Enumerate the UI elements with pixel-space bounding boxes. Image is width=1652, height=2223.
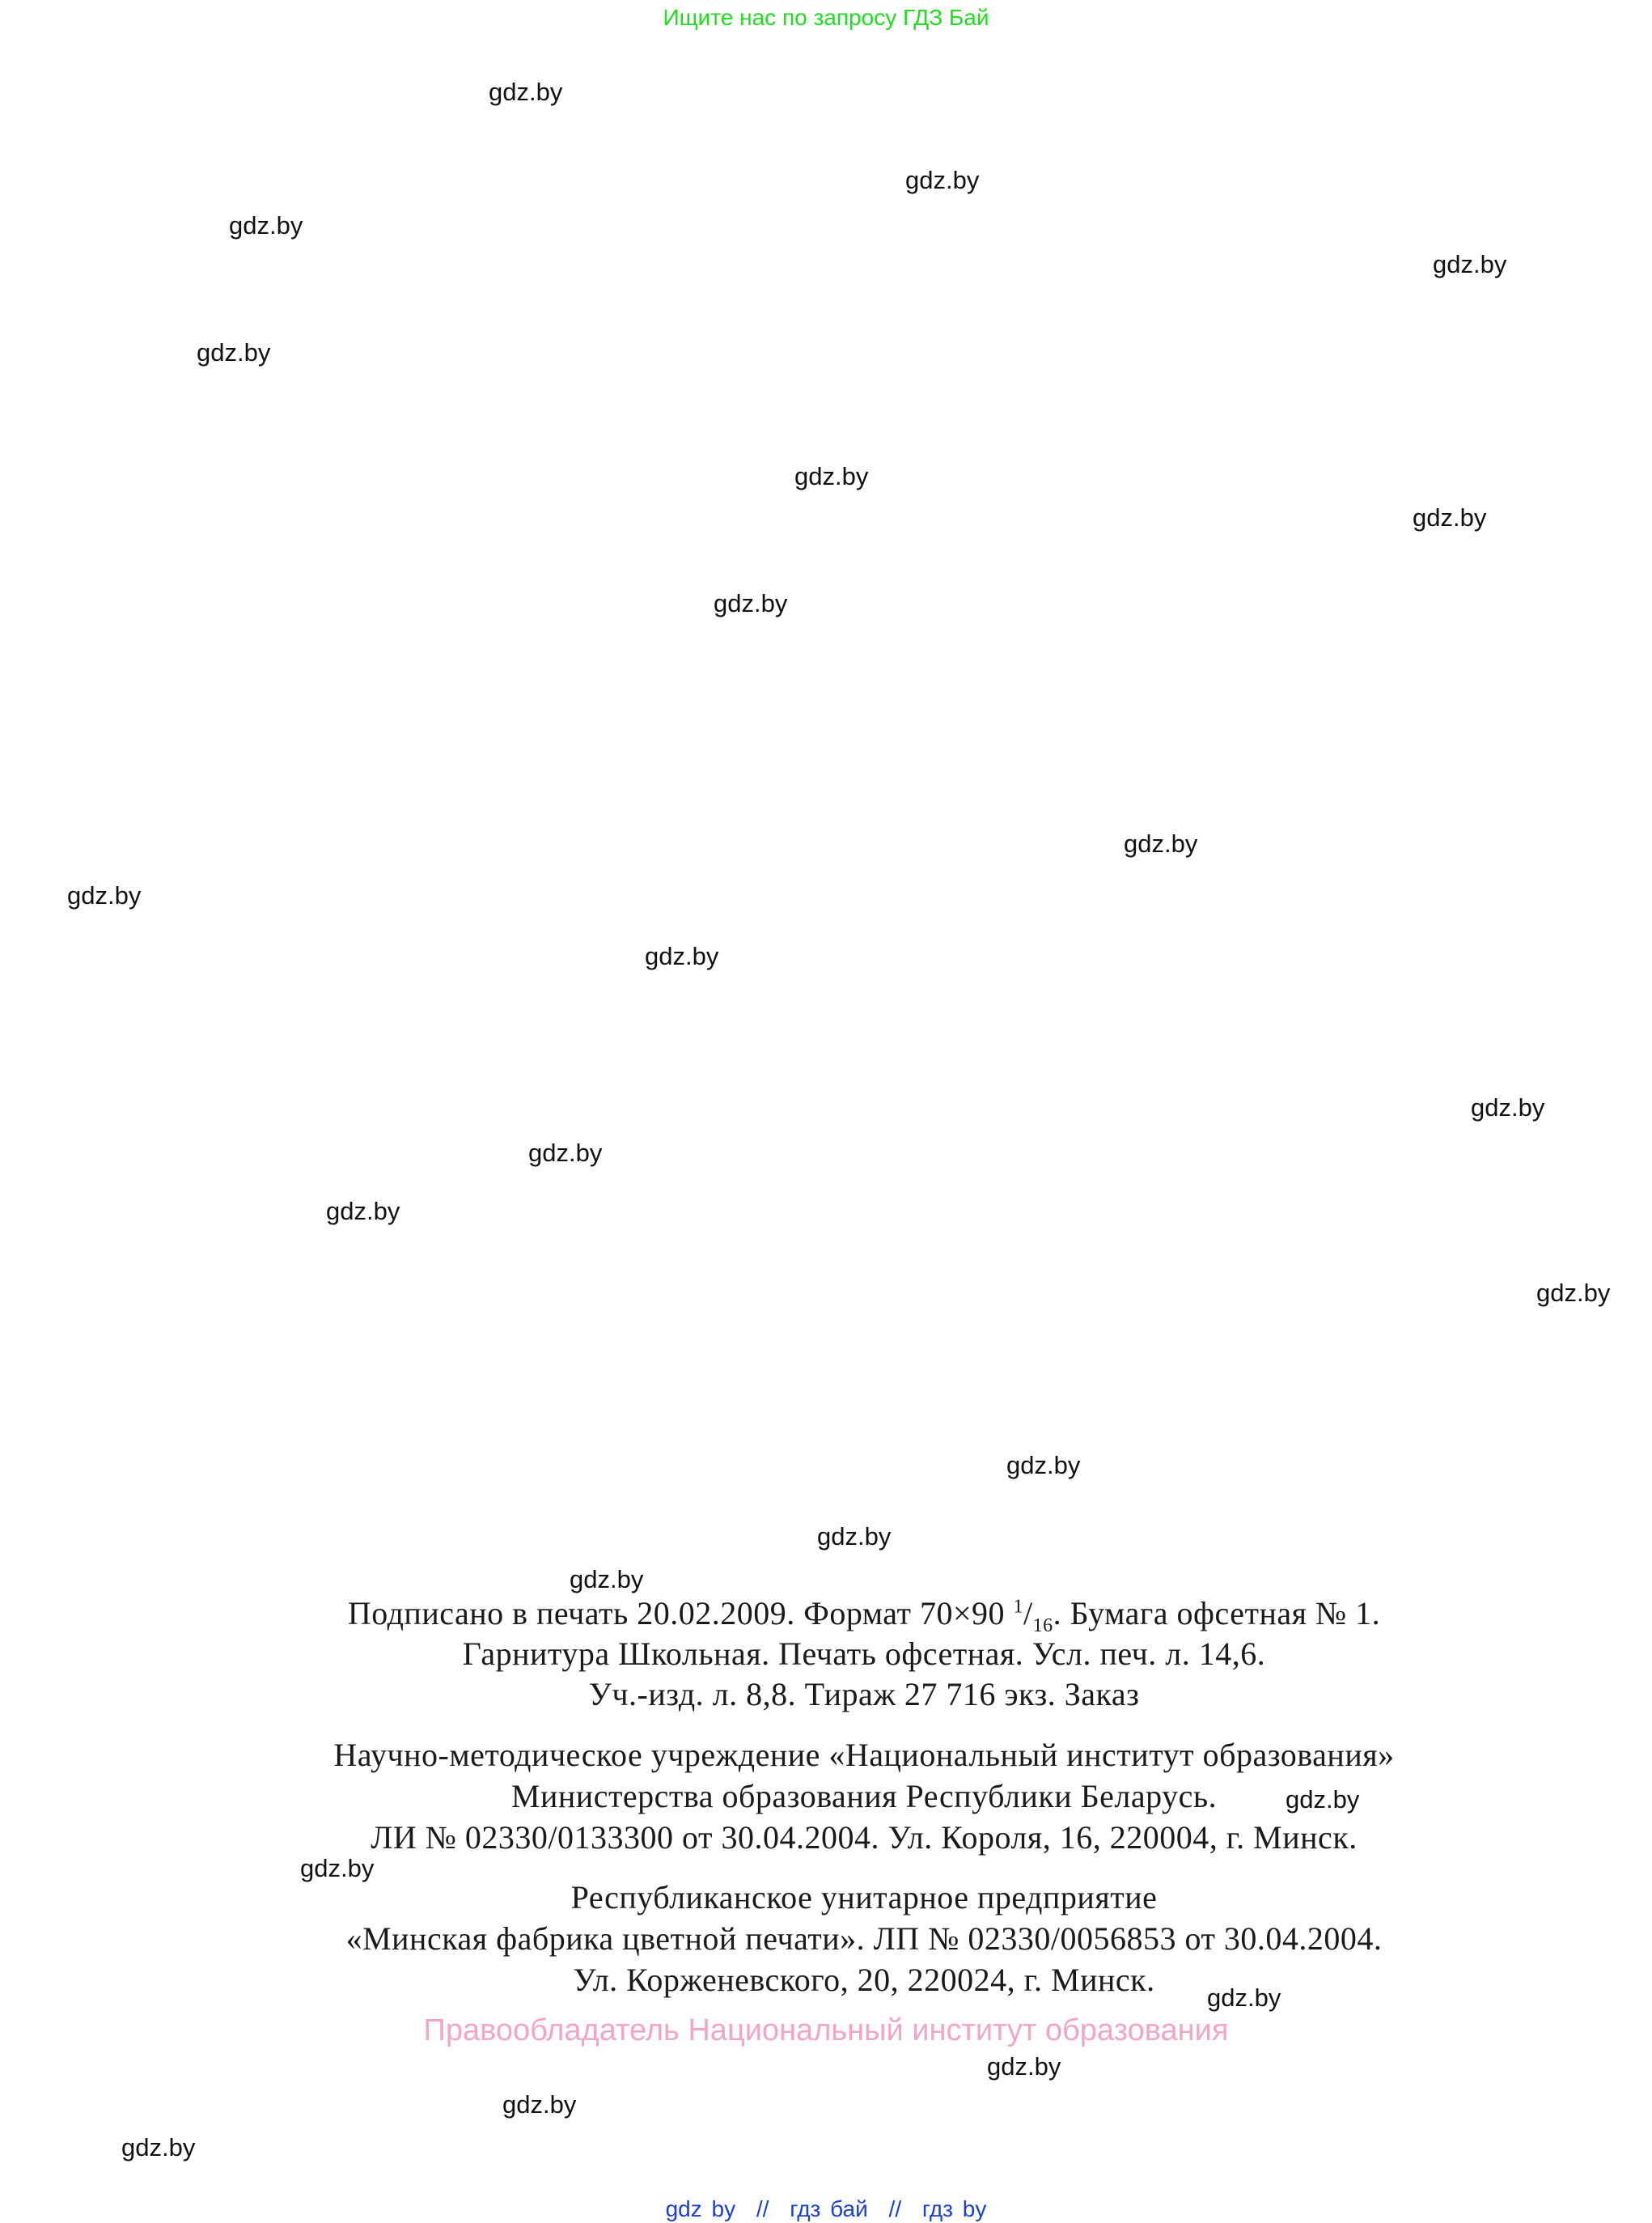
watermark: gdz.by — [714, 589, 788, 617]
imprint-line-circulation: Уч.-изд. л. 8,8. Тираж 27 716 экз. Заказ — [588, 1676, 1140, 1712]
watermark: gdz.by — [1471, 1093, 1545, 1122]
imprint-line-print-info — [0, 1594, 1652, 1637]
watermark: gdz.by — [229, 211, 303, 240]
watermark: gdz.by — [489, 78, 563, 106]
watermark: gdz.by — [1413, 503, 1487, 532]
imprint-line-publisher: Научно-методическое учреждение «Национальный институт образования» — [333, 1737, 1395, 1773]
watermark: gdz.by — [326, 1197, 400, 1225]
imprint-line-ministry: Министерства образования Республики Беларусь. — [510, 1778, 1218, 1814]
watermark: gdz.by — [1536, 1279, 1611, 1307]
search-banner: Ищите нас по запросу ГДЗ Бай — [663, 5, 989, 30]
footer-separator: // — [888, 2196, 902, 2221]
watermark: gdz.by — [67, 881, 142, 910]
watermark: gdz.by — [645, 942, 719, 970]
footer-separator: // — [756, 2196, 769, 2221]
watermark: gdz.by — [197, 338, 271, 367]
watermark: gdz.by — [794, 462, 869, 490]
copyright-holder: Правообладатель Национальный институт образования — [423, 2013, 1229, 2047]
format-numerator: 1 — [1013, 1596, 1024, 1618]
watermark: gdz.by — [1433, 250, 1507, 278]
watermark: gdz.by — [817, 1522, 892, 1551]
imprint-line-license: ЛИ № 02330/0133300 от 30.04.2004. Ул. Короля, 16, 220004, г. Минск. — [371, 1819, 1358, 1856]
footer-link-gdz-by-cyr[interactable]: гдз by — [921, 2196, 987, 2221]
imprint-line-printer-address: Ул. Корженевского, 20, 220024, г. Минск. — [573, 1962, 1155, 1998]
imprint-text: . Бумага офсетная № 1. — [1053, 1595, 1381, 1631]
imprint-line-typeface: Гарнитура Школьная. Печать офсетная. Усл. печ. л. 14,6. — [462, 1635, 1266, 1672]
footer-link-gdz-by[interactable]: gdz by — [665, 2196, 736, 2221]
imprint-line-printer: Республиканское унитарное предприятие — [570, 1879, 1158, 1915]
footer-link-gdz-bai[interactable]: гдз бай — [790, 2196, 868, 2221]
format-slash: / — [1023, 1595, 1033, 1631]
watermark: gdz.by — [528, 1139, 603, 1167]
imprint-line-printer-name: «Минская фабрика цветной печати». ЛП № 02330/0056853 от 30.04.2004. — [345, 1920, 1383, 1957]
watermark: gdz.by — [905, 166, 980, 194]
watermark: gdz.by — [987, 2052, 1061, 2081]
watermark: gdz.by — [1286, 1785, 1360, 1814]
watermark: gdz.by — [1006, 1451, 1081, 1479]
watermark: gdz.by — [121, 2133, 196, 2161]
format-denominator: 16 — [1032, 1615, 1053, 1636]
watermark: gdz.by — [1124, 829, 1198, 858]
watermark: gdz.by — [570, 1565, 644, 1593]
watermark: gdz.by — [1207, 1983, 1281, 2012]
watermark: gdz.by — [300, 1854, 375, 1882]
watermark: gdz.by — [502, 2090, 577, 2119]
imprint-text: Подписано в печать 20.02.2009. Формат 70×90 — [347, 1595, 1014, 1631]
footer-links — [0, 2196, 1652, 2222]
